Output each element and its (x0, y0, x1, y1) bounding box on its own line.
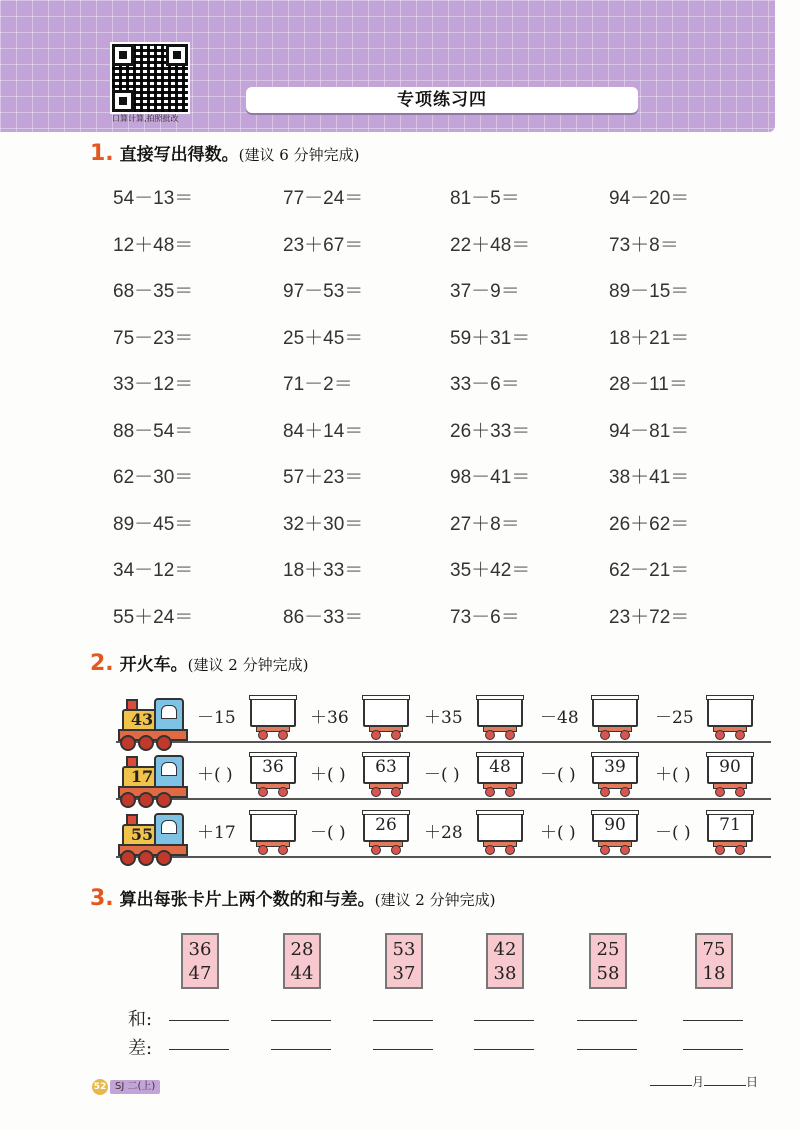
equation[interactable]: 18＋21＝ (609, 327, 690, 349)
card-top-number: 25 (596, 939, 620, 960)
equation[interactable]: 86－33＝ (283, 606, 364, 628)
number-card (181, 933, 219, 989)
sum-answer-blank[interactable] (577, 1019, 637, 1021)
number-card (695, 933, 733, 989)
qr-caption: 口算计算,拍照批改 (112, 114, 179, 123)
wagon-answer-box[interactable] (477, 812, 523, 856)
equation[interactable]: 88－54＝ (113, 420, 194, 442)
equation[interactable]: 25＋45＝ (283, 327, 364, 349)
locomotive (116, 752, 188, 806)
wagon-answer-box[interactable] (250, 754, 296, 798)
difference-answer-blank[interactable] (271, 1048, 331, 1050)
equation[interactable]: 62－30＝ (113, 467, 194, 488)
equation[interactable]: 94－20＝ (609, 188, 690, 209)
equation[interactable]: 55＋24＝ (113, 606, 194, 628)
start-number: 43 (130, 710, 154, 729)
rail-track (116, 741, 771, 743)
equation[interactable]: 77－24＝ (283, 188, 364, 209)
operation-label: －48 (540, 708, 579, 728)
section-1-text: 直接写出得数。 (119, 145, 239, 165)
equation[interactable]: 33－6＝ (450, 374, 520, 395)
equation[interactable]: 33－12＝ (113, 374, 194, 395)
equation[interactable]: 98－41＝ (450, 467, 531, 488)
equation[interactable]: 35＋42＝ (450, 560, 531, 581)
equation[interactable]: 32＋30＝ (283, 513, 364, 535)
rail-track (116, 856, 771, 858)
section-2-title (90, 650, 308, 676)
page-title: 专项练习四 (246, 87, 638, 113)
wagon-value: 63 (375, 757, 397, 777)
difference-label: 差: (128, 1038, 153, 1059)
operation-label: －15 (197, 708, 236, 728)
card-top-number: 53 (392, 939, 416, 960)
equation[interactable]: 89－15＝ (609, 281, 690, 302)
wagon-value: 90 (719, 757, 741, 777)
qr-code[interactable] (110, 42, 190, 114)
equation[interactable]: 26＋62＝ (609, 513, 690, 535)
operation-label: －( ) (540, 765, 576, 785)
wagon-value: 26 (375, 815, 397, 835)
sum-answer-blank[interactable] (271, 1019, 331, 1021)
wagon-answer-box[interactable] (707, 697, 753, 741)
operation-label: ＋28 (424, 823, 463, 843)
card-bottom-number: 44 (290, 963, 314, 984)
equation[interactable]: 81－5＝ (450, 188, 520, 209)
equation[interactable]: 27＋8＝ (450, 513, 520, 535)
locomotive (116, 810, 188, 864)
wagon-answer-box[interactable] (592, 754, 638, 798)
equation[interactable]: 38＋41＝ (609, 467, 690, 488)
operation-label: －25 (655, 708, 694, 728)
operation-label: ＋( ) (655, 765, 691, 785)
section-3-number: 3. (90, 886, 114, 911)
card-bottom-number: 47 (188, 963, 212, 984)
operation-label: ＋35 (424, 708, 463, 728)
wagon-answer-box[interactable] (477, 754, 523, 798)
operation-label: ＋( ) (540, 823, 576, 843)
wagon-answer-box[interactable] (707, 754, 753, 798)
equation[interactable]: 23＋72＝ (609, 606, 690, 628)
wagon-value: 90 (604, 815, 626, 835)
section-3-title (90, 885, 495, 911)
equation[interactable]: 22＋48＝ (450, 234, 531, 256)
difference-answer-blank[interactable] (169, 1048, 229, 1050)
wagon-answer-box[interactable] (250, 812, 296, 856)
equation[interactable]: 57＋23＝ (283, 467, 364, 488)
wagon-value: 71 (719, 815, 741, 835)
page-number: 52 (92, 1079, 108, 1095)
rail-track (116, 798, 771, 800)
operation-label: －( ) (424, 765, 460, 785)
equation[interactable]: 73－6＝ (450, 606, 520, 628)
month-label: 月 (692, 1075, 705, 1089)
wagon-answer-box[interactable] (592, 812, 638, 856)
operation-label: ＋( ) (310, 765, 346, 785)
wagon-value: 48 (489, 757, 511, 777)
sum-answer-blank[interactable] (683, 1019, 743, 1021)
equation[interactable]: 12＋48＝ (113, 234, 194, 256)
operation-label: －( ) (655, 823, 691, 843)
section-2-hint: (建议 2 分钟完成) (187, 656, 309, 674)
equation[interactable]: 97－53＝ (283, 281, 364, 302)
equation[interactable]: 37－9＝ (450, 281, 520, 302)
wagon-value: 36 (262, 757, 284, 777)
wagon-answer-box[interactable] (363, 754, 409, 798)
difference-answer-blank[interactable] (474, 1048, 534, 1050)
number-card (385, 933, 423, 989)
card-top-number: 36 (188, 939, 212, 960)
operation-label: －( ) (310, 823, 346, 843)
equation[interactable]: 26＋33＝ (450, 420, 531, 442)
equation[interactable]: 59＋31＝ (450, 327, 531, 349)
section-3-hint: (建议 2 分钟完成) (374, 891, 496, 909)
equation[interactable]: 94－81＝ (609, 420, 690, 442)
difference-answer-blank[interactable] (373, 1048, 433, 1050)
locomotive (116, 695, 188, 749)
section-3-text: 算出每张卡片上两个数的和与差。 (119, 890, 375, 910)
day-label: 日 (746, 1075, 759, 1089)
wagon-answer-box[interactable] (592, 697, 638, 741)
equation[interactable]: 68－35＝ (113, 281, 194, 302)
equation[interactable]: 84＋14＝ (283, 420, 364, 442)
wagon-answer-box[interactable] (707, 812, 753, 856)
operation-label: ＋17 (197, 823, 236, 843)
equation[interactable]: 71－2＝ (283, 374, 353, 395)
sum-answer-blank[interactable] (474, 1019, 534, 1021)
start-number: 17 (130, 767, 154, 786)
equation[interactable]: 62－21＝ (609, 560, 690, 581)
card-bottom-number: 18 (702, 963, 726, 984)
operation-label: ＋( ) (197, 765, 233, 785)
difference-answer-blank[interactable] (577, 1048, 637, 1050)
wagon-answer-box[interactable] (477, 697, 523, 741)
number-card (283, 933, 321, 989)
equation[interactable]: 89－45＝ (113, 513, 194, 535)
card-bottom-number: 37 (392, 963, 416, 984)
wagon-answer-box[interactable] (363, 697, 409, 741)
equation[interactable]: 73＋8＝ (609, 234, 679, 256)
equation[interactable]: 18＋33＝ (283, 560, 364, 581)
sum-answer-blank[interactable] (169, 1019, 229, 1021)
card-top-number: 75 (702, 939, 726, 960)
section-1-hint: (建议 6 分钟完成) (238, 146, 360, 164)
wagon-answer-box[interactable] (250, 697, 296, 741)
start-number: 55 (130, 825, 154, 844)
difference-answer-blank[interactable] (683, 1048, 743, 1050)
wagon-value: 39 (604, 757, 626, 777)
section-2-number: 2. (90, 651, 114, 676)
equation[interactable]: 23＋67＝ (283, 234, 364, 256)
equation[interactable]: 54－13＝ (113, 188, 194, 209)
number-card (486, 933, 524, 989)
book-tag: SJ 二(上) (110, 1080, 160, 1094)
equation[interactable]: 28－11＝ (609, 374, 688, 395)
card-bottom-number: 58 (596, 963, 620, 984)
equation[interactable]: 75－23＝ (113, 327, 194, 349)
card-top-number: 42 (493, 939, 517, 960)
section-1-number: 1. (90, 141, 114, 166)
equation[interactable]: 34－12＝ (113, 560, 194, 581)
operation-label: ＋36 (310, 708, 349, 728)
sum-label: 和: (128, 1009, 153, 1030)
section-2-text: 开火车。 (119, 655, 188, 675)
number-card (589, 933, 627, 989)
wagon-answer-box[interactable] (363, 812, 409, 856)
section-1-title (90, 140, 359, 166)
date-field[interactable] (650, 1073, 758, 1090)
card-top-number: 28 (290, 939, 314, 960)
card-bottom-number: 38 (493, 963, 517, 984)
sum-answer-blank[interactable] (373, 1019, 433, 1021)
